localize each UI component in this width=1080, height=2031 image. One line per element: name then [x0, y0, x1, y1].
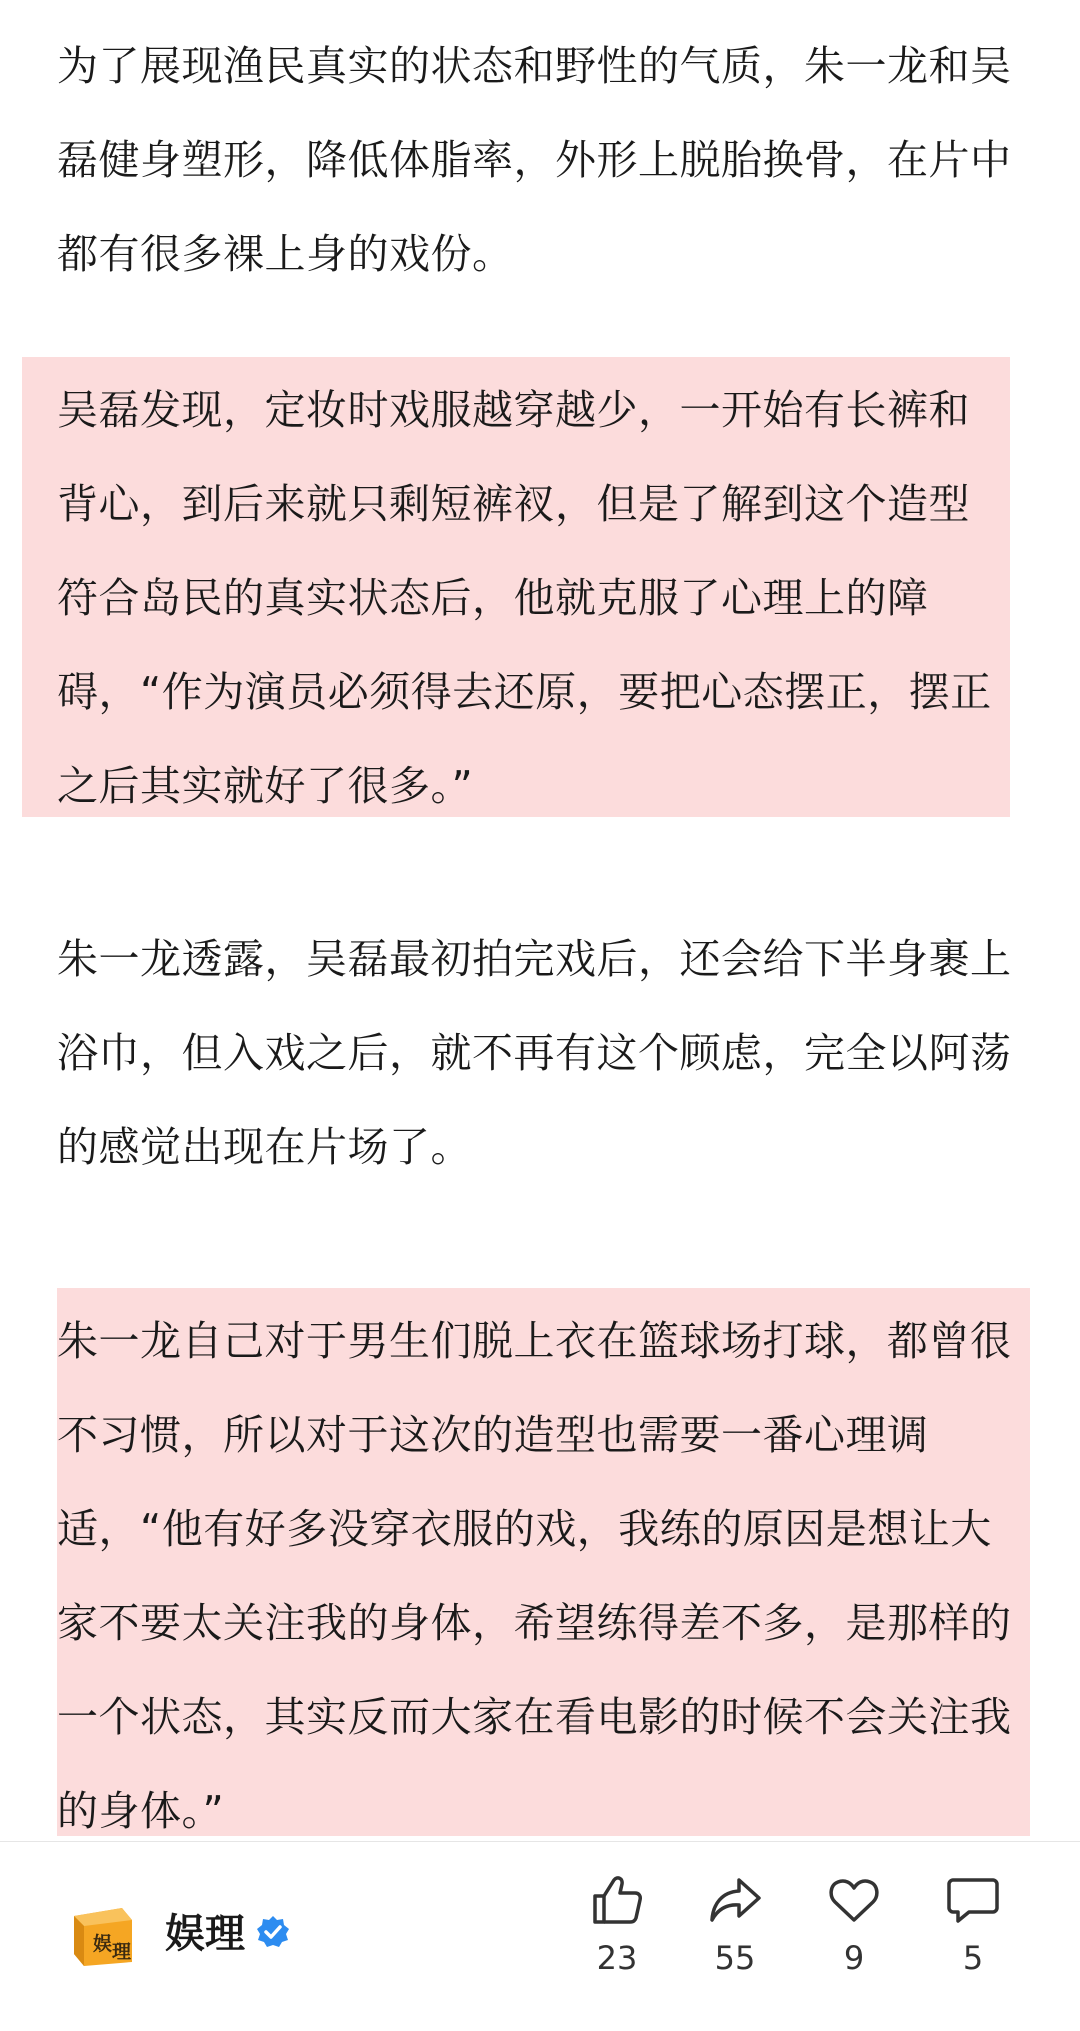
- account-avatar-logo-icon: [70, 1902, 136, 1968]
- paragraph-text: 朱一龙自己对于男生们脱上衣在篮球场打球，都曾很不习惯，所以对于这次的造型也需要一番心理调适，“他有好多没穿衣服的戏，我练的原因是想让大家不要太关注我的身体，希望练得差不多，是那样的一个状态，其实反而大家在看电影的时候不会关注我的身体。”: [57, 1317, 1012, 1835]
- comment-count: 5: [962, 1939, 984, 1977]
- avatar-char: 娱: [93, 1933, 113, 1955]
- avatar[interactable]: [70, 1902, 136, 1968]
- avatar-char: 理: [112, 1941, 132, 1963]
- comment-button[interactable]: [928, 1872, 1018, 1978]
- like-count: 23: [596, 1939, 638, 1977]
- article-paragraph: [57, 912, 1017, 1194]
- account-name[interactable]: 娱理: [165, 1911, 245, 1957]
- thumbs-up-icon: [589, 1872, 645, 1928]
- share-button[interactable]: [690, 1872, 780, 1978]
- favorite-count: 9: [843, 1939, 865, 1977]
- like-button[interactable]: [572, 1872, 662, 1978]
- share-count: 55: [714, 1939, 756, 1977]
- share-arrow-icon: [707, 1872, 763, 1928]
- bottom-action-bar: [0, 1841, 1080, 2031]
- comment-bubble-icon: [945, 1872, 1001, 1928]
- article-paragraph-highlighted: [57, 1288, 1030, 1836]
- favorite-button[interactable]: [809, 1872, 899, 1978]
- article-paragraph-highlighted: [22, 357, 1010, 817]
- paragraph-text: 朱一龙透露，吴磊最初拍完戏后，还会给下半身裹上浴巾，但入戏之后，就不再有这个顾虑，完全以阿荡的感觉出现在片场了。: [57, 935, 1012, 1171]
- article-paragraph: [57, 19, 1017, 301]
- paragraph-text: 吴磊发现，定妆时戏服越穿越少，一开始有长裤和背心，到后来就只剩短裤衩，但是了解到这个造型符合岛民的真实状态后，他就克服了心理上的障碍，“作为演员必须得去还原，要把心态摆正，摆正之后其实就好了很多。”: [57, 386, 992, 810]
- paragraph-text: 为了展现渔民真实的状态和野性的气质，朱一龙和吴磊健身塑形，降低体脂率，外形上脱胎换骨，在片中都有很多裸上身的戏份。: [57, 42, 1012, 278]
- heart-icon: [826, 1872, 882, 1928]
- verified-check-icon: [256, 1915, 290, 1949]
